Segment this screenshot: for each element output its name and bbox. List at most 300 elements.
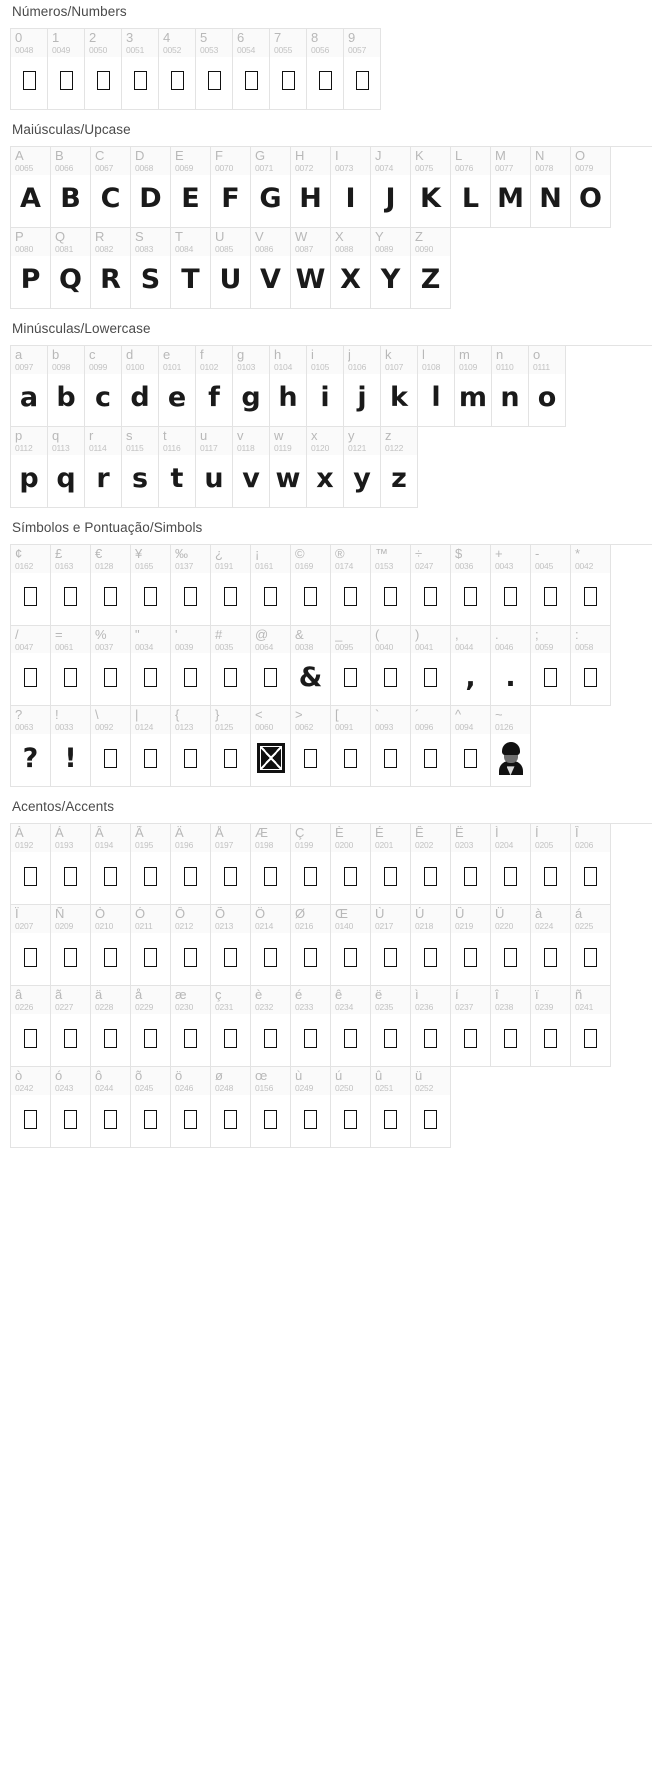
glyph-cell[interactable] (11, 427, 48, 508)
glyph-code-label: 0235 (375, 1002, 394, 1013)
tofu-icon (264, 1110, 277, 1129)
glyph-char-label: $ (455, 546, 463, 561)
glyph-render: I (345, 183, 356, 215)
glyph-cell-header (371, 824, 410, 852)
glyph-cell[interactable] (196, 427, 233, 508)
glyph-cell[interactable] (131, 228, 171, 309)
tofu-icon (264, 867, 277, 886)
glyph-cell[interactable] (131, 986, 171, 1067)
glyph-row (11, 427, 418, 508)
glyph-missing-box (531, 573, 570, 625)
glyph-char-label: S (135, 229, 144, 244)
glyph-cell[interactable] (411, 986, 451, 1067)
glyph-cell[interactable] (291, 147, 331, 228)
glyph-cell[interactable] (270, 427, 307, 508)
tofu-icon (224, 1110, 237, 1129)
glyph-cell[interactable] (48, 346, 85, 427)
glyph-cell[interactable] (491, 626, 531, 707)
glyph-char-label: ÷ (415, 546, 423, 561)
glyph-cell[interactable] (371, 228, 411, 309)
glyph-cell[interactable] (451, 626, 491, 707)
glyph-cell[interactable] (307, 346, 344, 427)
glyph-cell[interactable] (411, 905, 451, 986)
glyph-cell[interactable] (51, 706, 91, 787)
glyph-char-label: q (52, 428, 60, 443)
glyph-cell[interactable] (51, 824, 91, 905)
glyph-cell[interactable] (371, 706, 411, 787)
glyph-cell[interactable] (51, 1067, 91, 1148)
glyph-cell[interactable] (291, 626, 331, 707)
glyph-cell[interactable] (491, 545, 531, 626)
glyph-cell[interactable] (531, 905, 571, 986)
glyph-char-label: ` (375, 708, 380, 723)
glyph-char-label: > (295, 708, 303, 723)
glyph-cell[interactable] (571, 626, 611, 707)
glyph-cell[interactable] (91, 986, 131, 1067)
glyph-cell[interactable] (411, 706, 451, 787)
glyph-cell-header (331, 824, 370, 852)
glyph-cell[interactable] (571, 905, 611, 986)
glyph-cell[interactable] (251, 986, 291, 1067)
glyph-missing-box (451, 1014, 490, 1066)
tofu-icon (319, 71, 332, 90)
glyph-missing-box (344, 57, 380, 109)
glyph-cell[interactable] (11, 905, 51, 986)
glyph-cell[interactable] (344, 427, 381, 508)
glyph-code-label: 0216 (295, 921, 314, 932)
glyph-code-label: 0119 (274, 442, 292, 453)
glyph-code-label: 0049 (52, 45, 71, 55)
glyph-cell-header (51, 824, 90, 852)
glyph-cell[interactable] (371, 147, 411, 228)
glyph-char-label: Ë (455, 826, 464, 841)
glyph-cell[interactable] (418, 346, 455, 427)
glyph-cell-header (211, 905, 250, 933)
glyph-cell[interactable] (491, 147, 531, 228)
glyph-cell[interactable] (211, 626, 251, 707)
glyph-cell[interactable] (270, 346, 307, 427)
glyph-cell[interactable] (131, 545, 171, 626)
glyph-code-label: 0169 (295, 560, 314, 571)
glyph-cell[interactable] (411, 824, 451, 905)
glyph-cell[interactable] (91, 706, 131, 787)
glyph-code-label: 0094 (455, 722, 474, 733)
glyph-cell[interactable] (411, 626, 451, 707)
glyph-missing-box (11, 573, 50, 625)
glyph-missing-box (51, 573, 90, 625)
glyph-code-label: 0246 (175, 1083, 194, 1094)
glyph-missing-box (196, 57, 232, 109)
glyph-cell[interactable] (331, 1067, 371, 1148)
glyph-cell-header (91, 626, 130, 654)
tofu-icon (144, 587, 157, 606)
glyph-cell[interactable] (91, 147, 131, 228)
glyph-cell[interactable] (51, 545, 91, 626)
glyph-cell[interactable] (371, 905, 411, 986)
glyph-char-label: ñ (575, 988, 583, 1003)
glyph-cell[interactable] (371, 986, 411, 1067)
glyph-cell[interactable] (211, 228, 251, 309)
glyph-render: j (357, 382, 367, 414)
glyph-cell[interactable] (11, 346, 48, 427)
glyph-cell[interactable] (233, 427, 270, 508)
glyph-logo-mark (251, 734, 290, 786)
glyph-cell-header (411, 147, 450, 175)
glyph-cell[interactable] (11, 545, 51, 626)
glyph-render: , (465, 661, 476, 693)
glyph-cell[interactable] (251, 824, 291, 905)
glyph-code-label: 0093 (375, 722, 394, 733)
tofu-icon (344, 1110, 357, 1129)
glyph-cell[interactable] (233, 346, 270, 427)
glyph-cell[interactable] (122, 346, 159, 427)
glyph-cell-header (211, 147, 250, 175)
glyph-cell[interactable] (131, 1067, 171, 1148)
glyph-missing-box (251, 933, 290, 985)
glyph-missing-box (211, 734, 250, 786)
glyph-cell[interactable] (85, 29, 122, 110)
glyph-code-label: 0224 (535, 921, 554, 932)
glyph-render: . (505, 661, 516, 693)
tofu-icon (344, 587, 357, 606)
glyph-cell-header (344, 346, 380, 374)
glyph-cell[interactable] (371, 1067, 411, 1148)
glyph-code-label: 0040 (375, 641, 394, 652)
glyph-missing-box (251, 1095, 290, 1147)
tofu-icon (304, 1029, 317, 1048)
glyph-cell[interactable] (211, 905, 251, 986)
glyph-cell-header (251, 905, 290, 933)
glyph-cell[interactable] (91, 905, 131, 986)
glyph-char-label: I (335, 148, 339, 163)
glyph-cell[interactable] (85, 346, 122, 427)
glyph-char-label: ú (335, 1069, 343, 1084)
glyph-cell-header (91, 1067, 130, 1095)
glyph-cell[interactable] (331, 824, 371, 905)
glyph-code-label: 0116 (163, 442, 181, 453)
glyph-row (11, 545, 611, 626)
glyph-cell[interactable] (331, 986, 371, 1067)
tofu-icon (184, 867, 197, 886)
glyph-cell[interactable] (531, 626, 571, 707)
glyph-cell-header (11, 626, 50, 654)
tofu-icon (384, 587, 397, 606)
glyph-cell[interactable] (371, 545, 411, 626)
glyph-cell[interactable] (344, 346, 381, 427)
glyph-cell[interactable] (291, 706, 331, 787)
glyph-char-label: y (348, 428, 355, 443)
glyph-cell[interactable] (381, 427, 418, 508)
glyph-char-label: | (135, 708, 139, 723)
glyph-cell[interactable] (371, 626, 411, 707)
glyph-cell[interactable] (291, 228, 331, 309)
glyph-cell[interactable] (122, 29, 159, 110)
glyph-cell[interactable] (171, 824, 211, 905)
glyph-cell-header (451, 545, 490, 573)
glyph-cell[interactable] (531, 147, 571, 228)
glyph-missing-box (331, 933, 370, 985)
glyph-missing-box (171, 852, 210, 904)
glyph-code-label: 0098 (52, 361, 71, 372)
glyph-cell[interactable] (491, 706, 531, 787)
glyph-cell[interactable] (291, 905, 331, 986)
glyph-render: h (278, 382, 298, 414)
glyph-cell[interactable] (11, 626, 51, 707)
glyph-cell[interactable] (331, 905, 371, 986)
glyph-cell[interactable] (211, 986, 251, 1067)
glyph-cell[interactable] (491, 986, 531, 1067)
glyph-cell[interactable] (291, 545, 331, 626)
tofu-icon (344, 867, 357, 886)
glyph-cell[interactable] (331, 147, 371, 228)
glyph-missing-box (331, 852, 370, 904)
glyph-cell-header (122, 346, 158, 374)
glyph-char-label: £ (55, 546, 63, 561)
glyph-cell[interactable] (171, 545, 211, 626)
tofu-icon (224, 587, 237, 606)
glyph-cell[interactable] (131, 824, 171, 905)
glyph-cell[interactable] (11, 1067, 51, 1148)
glyph-cell[interactable] (455, 346, 492, 427)
glyph-cell[interactable] (131, 626, 171, 707)
glyph-cell[interactable] (131, 905, 171, 986)
glyph-cell[interactable] (91, 626, 131, 707)
glyph-missing-box (51, 852, 90, 904)
glyph-cell[interactable] (571, 986, 611, 1067)
charmap-section (10, 110, 651, 309)
glyph-cell[interactable] (251, 228, 291, 309)
glyph-char-label: Î (575, 826, 579, 841)
glyph-cell[interactable] (51, 905, 91, 986)
glyph-cell[interactable] (131, 706, 171, 787)
glyph-cell[interactable] (307, 427, 344, 508)
glyph-char-label: % (95, 627, 107, 642)
glyph-code-label: 0202 (415, 840, 434, 851)
glyph-cell[interactable] (251, 1067, 291, 1148)
glyph-cell-header (291, 986, 330, 1014)
glyph-cell[interactable] (51, 986, 91, 1067)
glyph-cell[interactable] (233, 29, 270, 110)
glyph-cell[interactable] (251, 545, 291, 626)
glyph-render: m (458, 382, 488, 414)
glyph-cell[interactable] (211, 706, 251, 787)
tofu-icon (344, 749, 357, 768)
glyph-cell[interactable] (291, 986, 331, 1067)
glyph-char-label: É (375, 826, 384, 841)
glyph-char-label: ò (15, 1069, 23, 1084)
glyph-cell[interactable] (492, 346, 529, 427)
glyph-cell[interactable] (171, 706, 211, 787)
glyph-cell[interactable] (171, 626, 211, 707)
glyph-code-label: 0237 (455, 1002, 474, 1013)
tofu-icon (344, 668, 357, 687)
glyph-cell[interactable] (411, 147, 451, 228)
glyph-cell[interactable] (159, 29, 196, 110)
glyph-cell[interactable] (51, 228, 91, 309)
glyph-code-label: 0058 (575, 641, 594, 652)
glyph-cell[interactable] (211, 824, 251, 905)
glyph-cell[interactable] (411, 545, 451, 626)
glyph-cell[interactable] (11, 147, 51, 228)
glyph-cell[interactable] (91, 228, 131, 309)
glyph-cell[interactable] (11, 706, 51, 787)
glyph-cell[interactable] (48, 29, 85, 110)
glyph-cell-header (331, 706, 370, 734)
glyph-cell[interactable] (171, 1067, 211, 1148)
glyph-cell[interactable] (331, 626, 371, 707)
glyph-char-label: Ø (295, 907, 306, 922)
glyph-cell[interactable] (344, 29, 381, 110)
glyph-cell-header (331, 545, 370, 573)
glyph-cell[interactable] (159, 427, 196, 508)
glyph-cell[interactable] (251, 147, 291, 228)
glyph-char-label: # (215, 627, 223, 642)
glyph-char-label: } (215, 708, 220, 723)
glyph-cell[interactable] (171, 147, 211, 228)
glyph-cell[interactable] (171, 986, 211, 1067)
glyph-cell[interactable] (251, 626, 291, 707)
glyph-cell[interactable] (211, 147, 251, 228)
glyph-cell[interactable] (307, 29, 344, 110)
glyph-cell[interactable] (159, 346, 196, 427)
glyph-code-label: 0120 (311, 442, 330, 453)
glyph-cell[interactable] (571, 545, 611, 626)
glyph-cell[interactable] (571, 147, 611, 228)
tofu-icon (64, 587, 77, 606)
glyph-missing-box (491, 852, 530, 904)
glyph-code-label: 0211 (135, 921, 153, 932)
glyph-code-label: 0056 (311, 45, 330, 55)
glyph-cell[interactable] (451, 706, 491, 787)
glyph-cell[interactable] (48, 427, 85, 508)
glyph-cell[interactable] (291, 1067, 331, 1148)
glyph-cell[interactable] (85, 427, 122, 508)
glyph-cell[interactable] (531, 545, 571, 626)
tofu-icon (544, 668, 557, 687)
glyph-char-label: T (175, 229, 183, 244)
glyph-cell[interactable] (371, 824, 411, 905)
glyph-code-label: 0219 (455, 921, 474, 932)
glyph-cell-header (291, 626, 330, 654)
glyph-missing-box (211, 1095, 250, 1147)
glyph-cell[interactable] (451, 824, 491, 905)
glyph-code-label: 0081 (55, 243, 74, 254)
glyph-char-label: Ò (95, 907, 106, 922)
glyph-cell[interactable] (251, 706, 291, 787)
glyph-cell[interactable] (51, 626, 91, 707)
glyph-cell[interactable] (491, 824, 531, 905)
glyph-cell-header (171, 545, 210, 573)
glyph-cell[interactable] (211, 1067, 251, 1148)
glyph-cell-header (531, 545, 570, 573)
glyph-cell-header (251, 228, 290, 256)
glyph-cell-header (571, 986, 610, 1014)
glyph-cell[interactable] (411, 228, 451, 309)
glyph-char-label: l (422, 347, 425, 362)
glyph-render: u (204, 463, 224, 495)
glyph-char-label: ‰ (175, 546, 188, 561)
glyph-cell[interactable] (122, 427, 159, 508)
glyph-cell-header (131, 986, 170, 1014)
glyph-missing-box (571, 933, 610, 985)
glyph-row (11, 626, 611, 707)
tofu-icon (144, 867, 157, 886)
glyph-cell[interactable] (196, 346, 233, 427)
glyph-cell[interactable] (91, 1067, 131, 1148)
glyph-cell[interactable] (491, 905, 531, 986)
glyph-char-label: ì (415, 988, 419, 1003)
glyph-cell[interactable] (211, 545, 251, 626)
glyph-cell[interactable] (531, 824, 571, 905)
glyph-cell[interactable] (171, 905, 211, 986)
glyph-cell[interactable] (91, 824, 131, 905)
glyph-cell[interactable] (270, 29, 307, 110)
glyph-code-label: 0194 (95, 840, 114, 851)
tofu-icon (304, 867, 317, 886)
glyph-cell[interactable] (91, 545, 131, 626)
glyph-render: Y (380, 264, 401, 296)
glyph-missing-box (131, 852, 170, 904)
glyph-render: z (391, 463, 407, 495)
glyph-missing-box (491, 573, 530, 625)
glyph-cell[interactable] (251, 905, 291, 986)
glyph-code-label: 0206 (575, 840, 594, 851)
glyph-cell[interactable] (11, 29, 48, 110)
glyph-cell[interactable] (451, 147, 491, 228)
glyph-cell-header (51, 1067, 90, 1095)
glyph-cell[interactable] (51, 147, 91, 228)
glyph-render: R (100, 264, 121, 296)
glyph-code-label: 0161 (255, 560, 274, 571)
glyph-cell[interactable] (451, 986, 491, 1067)
glyph-char-label: r (89, 428, 94, 443)
glyph-cell[interactable] (381, 346, 418, 427)
glyph-cell[interactable] (411, 1067, 451, 1148)
logo-icon (257, 743, 285, 773)
glyph-cell[interactable] (331, 706, 371, 787)
glyph-missing-box (11, 852, 50, 904)
glyph-cell[interactable] (331, 545, 371, 626)
glyph-cell-header (233, 346, 269, 374)
tofu-icon (171, 71, 184, 90)
tofu-icon (224, 948, 237, 967)
glyph-char-label: e (163, 347, 171, 362)
glyph-cell[interactable] (11, 986, 51, 1067)
glyph-cell[interactable] (11, 824, 51, 905)
glyph-cell[interactable] (451, 545, 491, 626)
glyph-char-label: ¡ (255, 546, 260, 561)
glyph-cell[interactable] (11, 228, 51, 309)
glyph-code-label: 0230 (175, 1002, 194, 1013)
tofu-icon (97, 71, 110, 90)
glyph-cell[interactable] (529, 346, 566, 427)
glyph-cell[interactable] (571, 824, 611, 905)
glyph-cell[interactable] (331, 228, 371, 309)
glyph-missing-box (571, 653, 610, 705)
glyph-grid (10, 28, 381, 110)
glyph-cell[interactable] (451, 905, 491, 986)
tofu-icon (544, 867, 557, 886)
glyph-cell[interactable] (171, 228, 211, 309)
glyph-missing-box (270, 57, 306, 109)
glyph-cell[interactable] (291, 824, 331, 905)
glyph-code-label: 0061 (55, 641, 74, 652)
glyph-cell[interactable] (131, 147, 171, 228)
glyph-code-label: 0090 (415, 243, 434, 254)
glyph-cell[interactable] (531, 986, 571, 1067)
tofu-icon (384, 749, 397, 768)
glyph-cell[interactable] (196, 29, 233, 110)
